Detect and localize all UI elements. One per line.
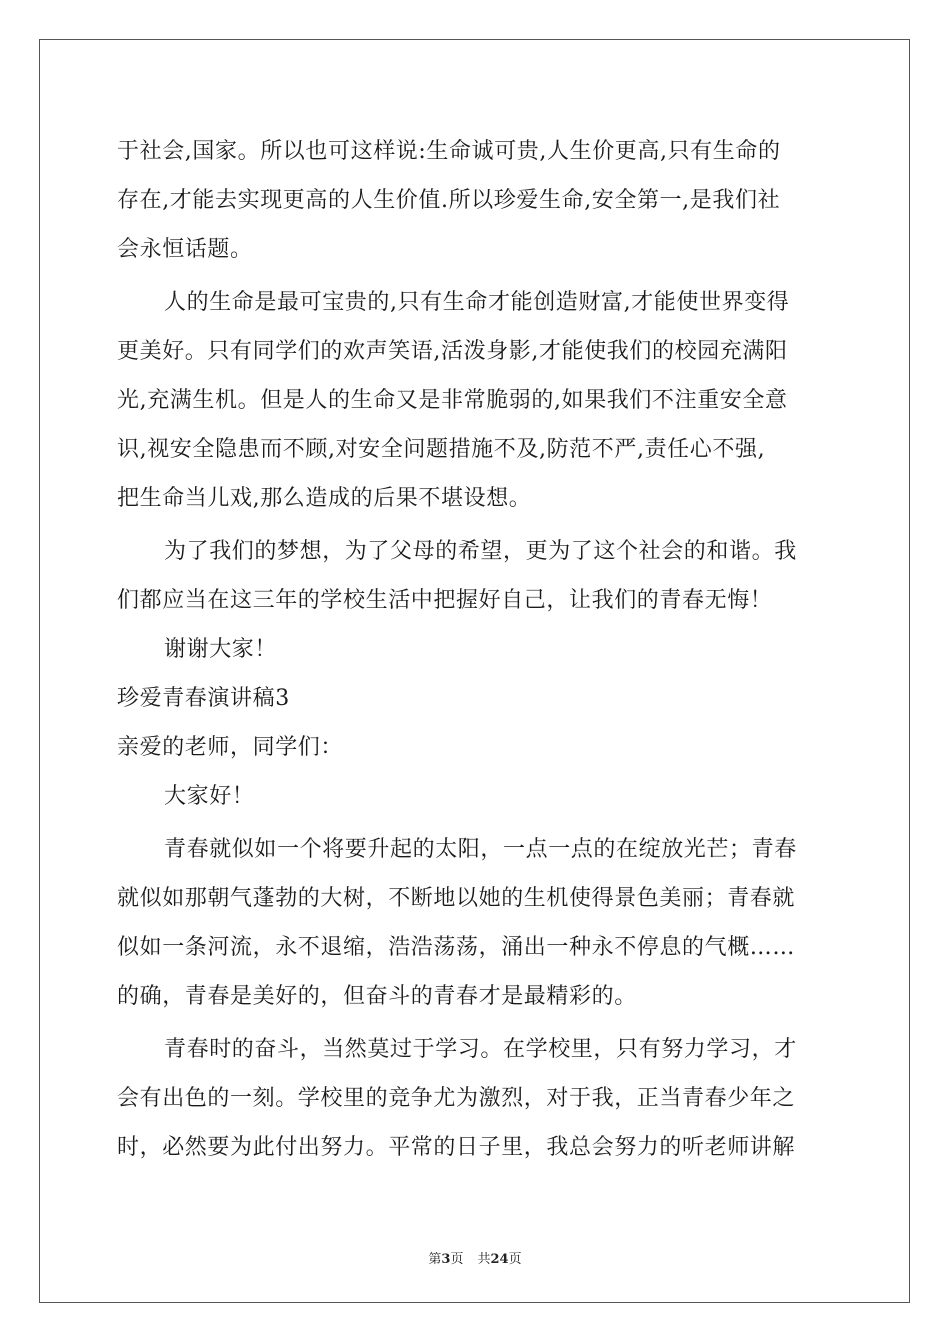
total-prefix: 共 [477, 1252, 491, 1267]
page-footer [0, 1248, 950, 1267]
salutation: 亲爱的老师，同学们： [117, 735, 344, 760]
text-line: 于社会,国家。所以也可这样说:生命诚可贵,人生价更高,只有生命的 [117, 139, 781, 164]
text-line: 识,视安全隐患而不顾,对安全问题措施不及,防范不严,责任心不强, [117, 437, 766, 462]
text-line: 们都应当在这三年的学校生活中把握好自己，让我们的青春无悔！ [117, 588, 773, 613]
text-line: 把生命当儿戏,那么造成的后果不堪设想。 [117, 486, 532, 511]
text-line: 光,充满生机。但是人的生命又是非常脆弱的,如果我们不注重安全意 [117, 388, 788, 413]
text-line: 更美好。只有同学们的欢声笑语,活泼身影,才能使我们的校园充满阳 [117, 339, 788, 364]
page-number: 3 [441, 1252, 451, 1267]
text-line: 会有出色的一刻。学校里的竞争尤为激烈，对于我，正当青春少年之 [117, 1086, 796, 1111]
text-line: 时，必然要为此付出努力。平常的日子里，我总会努力的听老师讲解 [117, 1135, 796, 1160]
document-body [117, 127, 833, 1172]
paragraph-start-line: 青春时的奋斗，当然莫过于学习。在学校里，只有努力学习，才 [164, 1037, 797, 1062]
text-line: 的确，青春是美好的，但奋斗的青春才是最精彩的。 [117, 984, 637, 1009]
total-pages: 24 [490, 1252, 509, 1267]
text-line: 存在,才能去实现更高的人生价值.所以珍爱生命,安全第一,是我们社 [117, 188, 781, 213]
text-line: 似如一条河流，永不退缩，浩浩荡荡，涌出一种永不停息的气概…… [117, 935, 796, 960]
section-title: 珍爱青春演讲稿3 [117, 686, 290, 711]
text-line: 就似如那朝气蓬勃的大树，不断地以她的生机使得景色美丽；青春就 [117, 886, 796, 911]
closing-line: 谢谢大家！ [164, 637, 278, 662]
text-line: 会永恒话题。 [117, 237, 253, 262]
paragraph-start-line: 人的生命是最可宝贵的,只有生命才能创造财富,才能使世界变得 [164, 290, 790, 315]
paragraph-start-line: 为了我们的梦想，为了父母的希望，更为了这个社会的和谐。我 [164, 539, 797, 564]
page-suffix: 页 [450, 1252, 464, 1267]
total-suffix: 页 [508, 1252, 522, 1267]
page-prefix: 第 [428, 1252, 442, 1267]
paragraph-start-line: 青春就似如一个将要升起的太阳，一点一点的在绽放光芒；青春 [164, 837, 797, 862]
greeting: 大家好！ [164, 784, 255, 809]
